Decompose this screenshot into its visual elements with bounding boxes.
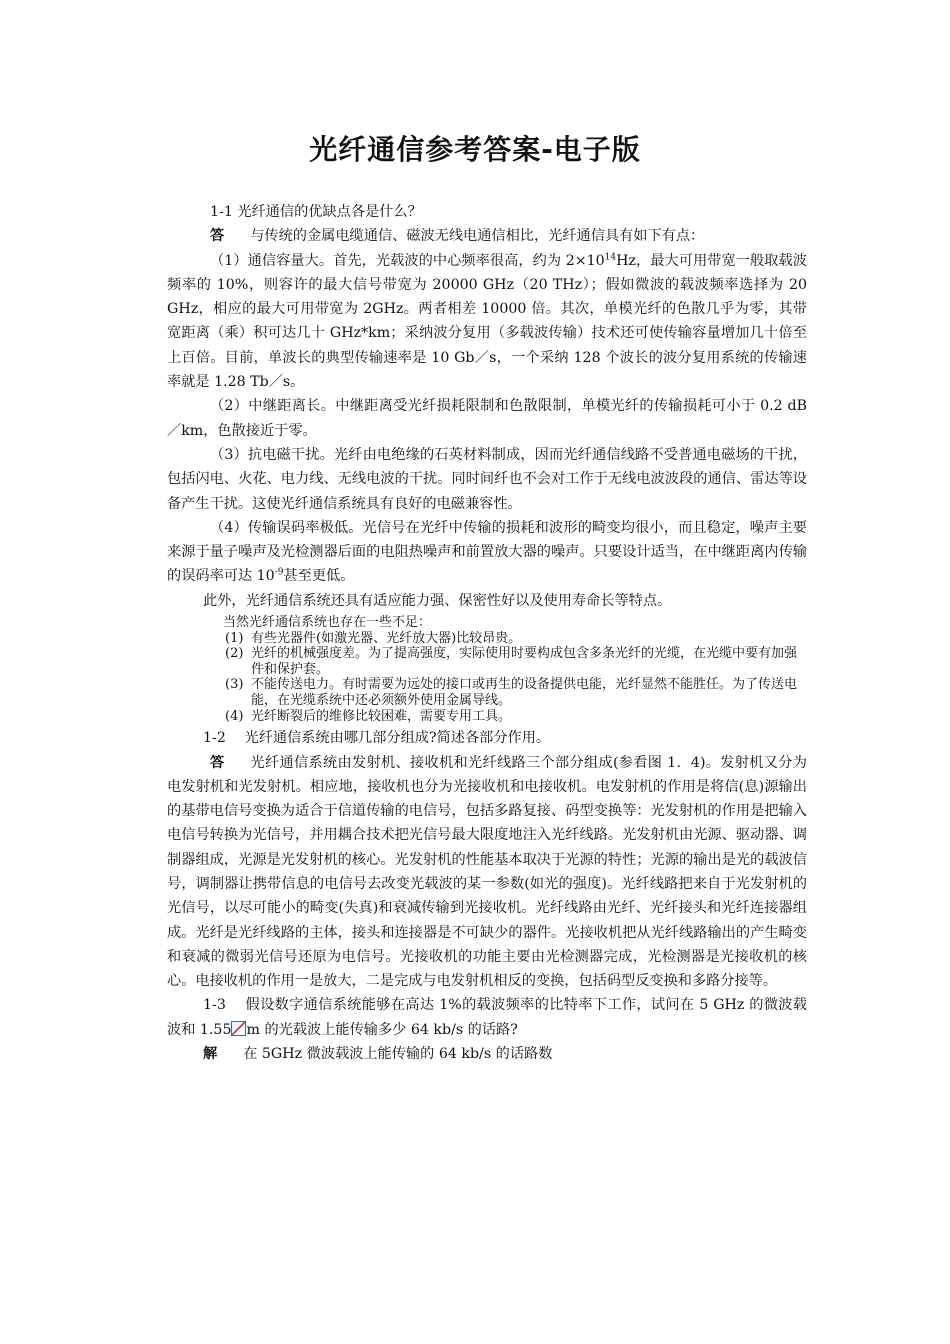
- list-item: [225, 677, 807, 708]
- paragraph-emi: （3）抗电磁干扰。光纤由电绝缘的石英材料制成，因而光纤通信线路不受普通电磁场的干扰，包括闪电、火花、电力线、无线电波的干扰。同时间纤也不会对工作于无线电波波段的通信、雷达等设备产生干扰。这使光纤通信系统具有良好的电磁兼容性。: [167, 446, 807, 512]
- answer-1-1-intro: [167, 224, 807, 248]
- disadvantages-list: [167, 615, 807, 724]
- list-item-number: (3): [225, 677, 244, 693]
- answer-1-2: [167, 751, 807, 994]
- paragraph-ber-text-a: （4）传输误码率极低。光信号在光纤中传输的损耗和波形的畸变均很小，而且稳定，噪声主要来源于量子噪声及光检测器后面的电阻热噪声和前置放大器的噪声。只要设计适当，在中继距离内传输的误码率可达 10: [167, 519, 807, 585]
- question-1-3-text-a: 1-3 假设数字通信系统能够在高达 1%的载波频率的比特率下工作，试问在 5 GHz 的微波载波和 1.55: [167, 997, 807, 1038]
- paragraph-other: 此外，光纤通信系统还具有适应能力强、保密性好以及使用寿命长等特点。: [203, 592, 672, 609]
- list-item-number: (2): [225, 646, 244, 662]
- paragraph-capacity-text-a: （1）通信容量大。首先，光载波的中心频率很高，约为 2×10: [210, 252, 605, 269]
- list-item-text: 有些光器件(如激光器、光纤放大器)比较昂贵。: [251, 630, 522, 646]
- broken-image-icon: [231, 1021, 246, 1036]
- paragraph-capacity: [167, 249, 807, 395]
- paragraph-ber-text-b: 甚至更低。: [283, 568, 355, 585]
- list-item-text: 光纤的机械强度差。为了提高强度，实际使用时要构成包含多条光纤的光缆，在光缆中要有加强件和保护套。: [251, 646, 798, 677]
- solution-1-3: [167, 1042, 807, 1066]
- paragraph-distance: （2）中继距离长。中继距离受光纤损耗限制和色散限制，单模光纤的传输损耗可小于 0.2 dB／km，色散接近于零。: [167, 398, 807, 439]
- solution-1-3-text: 在 5GHz 微波载波上能传输的 64 kb/s 的话路数: [243, 1046, 553, 1063]
- answer-1-2-text: 光纤通信系统由发射机、接收机和光纤线路三个部分组成(参看图 1．4)。发射机又分为电发射机和光发射机。相应地，接收机也分为光接收机和电接收机。电发射机的作用是将信(息)源输出的基带电信号变换为适合于信道传输的电信号，包括多路复接、码型变换等：光发射机的作用是把输入电信号转换为光信号，并用耦合技术把光信号最大限度地注入光纤线路。光发射机由光源、驱动器、调制器组成，光源是光发射机的核心。光发射机的性能基本取决于光源的特性；光源的输出是光的载波信号，调制器让携带信息的电信号去改变光载波的某一参数(如光的强度)。光纤线路把来自于光发射机的光信号，以尽可能小的畸变(失真)和衰减传输到光接收机。光纤线路由光纤、光纤接头和光纤连接器组成。光纤是光纤线路的主体，接头和连接器是不可缺少的器件。光接收机把从光纤线路输出的产生畸变和衰减的微弱光信号还原为电信号。光接收机的功能主要由光检测器完成，光检测器是光接收机的核心。电接收机的作用一是放大，二是完成与电发射机相反的变换，包括码型反变换和多路分接等。: [167, 754, 807, 990]
- question-1-1: 1-1 光纤通信的优缺点各是什么？: [210, 204, 422, 220]
- list-item-number: (1): [225, 630, 244, 646]
- question-1-3-text-b: m 的光载波上能传输多少 64 kb/s 的话路?: [246, 1021, 518, 1038]
- list-item-text: 不能传送电力。有时需要为远处的接口或再生的设备提供电能，光纤显然不能胜任。为了传送电能，在光缆系统中还必须额外使用金属导线。: [251, 677, 798, 709]
- frequency-exponent: 14: [604, 251, 617, 262]
- ber-exponent: -9: [274, 567, 284, 578]
- answer-intro-text: 与传统的金属电缆通信、磁波无线电通信相比，光纤通信具有如下有点：: [250, 228, 705, 245]
- list-item-text: 光纤断裂后的维修比较困难，需要专用工具。: [251, 708, 512, 724]
- paragraph-capacity-text-b: Hz，最大可用带宽一般取载波频率的 10%，则容许的最大信号带宽为 20000 GHz（20 THz）；假如微波的载波频率选择为 20 GHz，相应的最大可用带宽为 2GHz。两者相差 10000 倍。其次，单模光纤的色散几乎为零，其带宽距离（乘）积可达几十 GHz*km；采纳波分复用（多载波传输）技术还可使传输容量增加几十倍至上百倍。目前，单波长的典型传输速率是 10 Gb／s，一个采纳 128 个波长的波分复用系统的传输速率就是 1.28 Tb／s。: [167, 252, 807, 391]
- answer-label: 答: [210, 228, 225, 245]
- solution-label: 解: [203, 1046, 218, 1063]
- paragraph-ber: [167, 516, 807, 589]
- page-title: 光纤通信参考答案-电子版: [309, 133, 641, 166]
- list-item: [225, 631, 807, 647]
- list-item-number: (4): [225, 708, 244, 724]
- list-item: [225, 646, 807, 677]
- question-1-2: 1-2 光纤通信系统由哪几部分组成?简述各部分作用。: [203, 730, 551, 747]
- disadvantages-intro: 当然光纤通信系统也存在一些不足：: [223, 615, 432, 631]
- list-item: [225, 709, 807, 725]
- answer-label: 答: [210, 754, 225, 771]
- document-body: [167, 200, 807, 1066]
- question-1-3: [167, 993, 807, 1042]
